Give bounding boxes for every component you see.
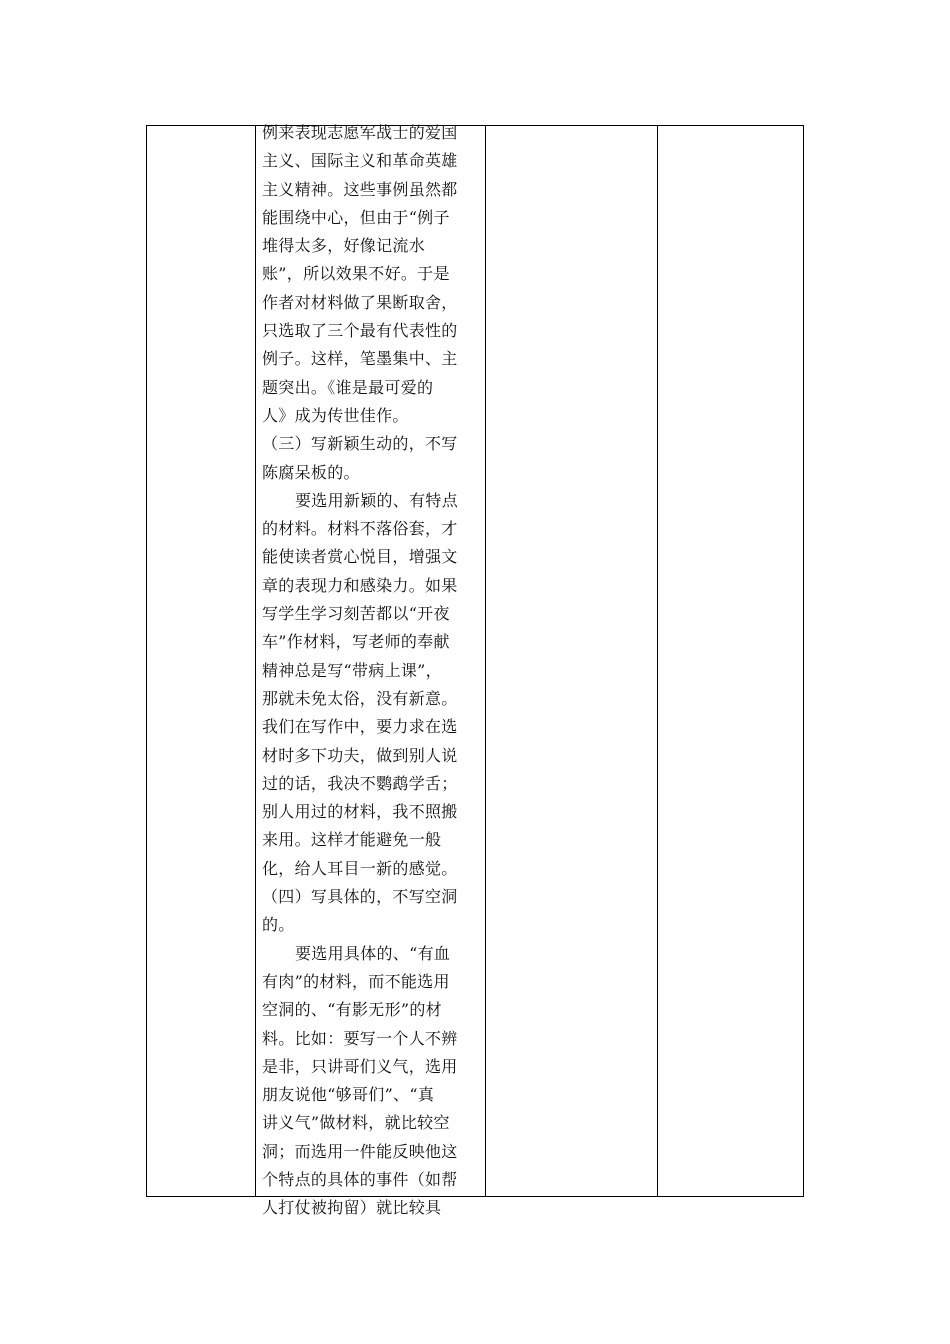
text-line: 章的表现力和感染力。如果 xyxy=(262,575,458,595)
text-line: 人》成为传世佳作。 xyxy=(262,405,409,425)
text-line: 写学生学习刻苦都以“开夜 xyxy=(262,604,450,624)
text-line: 化，给人耳目一新的感觉。 xyxy=(262,858,458,878)
text-line: 讲义气”做材料，就比较空 xyxy=(262,1113,450,1133)
text-line: 只选取了三个最有代表性的 xyxy=(262,321,458,341)
text-line: 是非，只讲哥们义气，选用 xyxy=(262,1056,458,1076)
text-line: 那就未免太俗，没有新意。 xyxy=(262,688,458,708)
section-heading-4: （四）写具体的，不写空洞 xyxy=(262,887,458,907)
section-heading-3-cont: 陈腐呆板的。 xyxy=(262,462,360,482)
text-line: 材时多下功夫，做到别人说 xyxy=(262,745,458,765)
text-line: 个特点的具体的事件（如帮 xyxy=(262,1169,458,1189)
text-line: 洞；而选用一件能反映他这 xyxy=(262,1141,458,1161)
text-line: 车”作材料，写老师的奉献 xyxy=(262,632,450,652)
text-line: 能使读者赏心悦目，增强文 xyxy=(262,547,458,567)
text-line: 例子。这样，笔墨集中、主 xyxy=(262,349,458,369)
text-line: 例来表现志愿军战士的爱国 xyxy=(262,123,458,142)
text-line: 过的话，我决不鹦鹉学舌； xyxy=(262,773,458,793)
text-line: 有肉”的材料，而不能选用 xyxy=(262,971,450,991)
text-line: 别人用过的材料，我不照搬 xyxy=(262,802,458,822)
text-line: 能围绕中心，但由于“例子 xyxy=(262,207,450,227)
text-line: 人打仗被拘留）就比较具 xyxy=(262,1198,442,1218)
section-heading-4-cont: 的。 xyxy=(262,915,295,935)
text-line: 题突出。《谁是最可爱的 xyxy=(262,377,434,397)
content-column-text xyxy=(262,119,477,1223)
text-line: 主义、国际主义和革命英雄 xyxy=(262,151,458,171)
text-line: 朋友说他“够哥们”、“真 xyxy=(262,1085,435,1105)
text-line: 的材料。材料不落俗套，才 xyxy=(262,519,458,539)
paragraph-start: 要选用具体的、“有血 xyxy=(295,943,451,963)
column-divider-3 xyxy=(657,126,658,1196)
text-line: 账”，所以效果不好。于是 xyxy=(262,264,450,284)
column-divider-2 xyxy=(485,126,486,1196)
section-heading-3: （三）写新颖生动的，不写 xyxy=(262,434,458,454)
text-line: 空洞的、“有影无形”的材 xyxy=(262,1000,442,1020)
column-divider-1 xyxy=(255,126,256,1196)
paragraph-start: 要选用新颖的、有特点 xyxy=(295,490,459,510)
text-line: 作者对材料做了果断取舍， xyxy=(262,292,458,312)
text-line: 料。比如：要写一个人不辨 xyxy=(262,1028,458,1048)
text-line: 堆得太多，好像记流水 xyxy=(262,236,426,256)
text-line: 精神总是写“带病上课”， xyxy=(262,660,442,680)
text-line: 主义精神。这些事例虽然都 xyxy=(262,179,458,199)
text-line: 我们在写作中，要力求在选 xyxy=(262,717,458,737)
text-line: 来用。这样才能避免一般 xyxy=(262,830,442,850)
